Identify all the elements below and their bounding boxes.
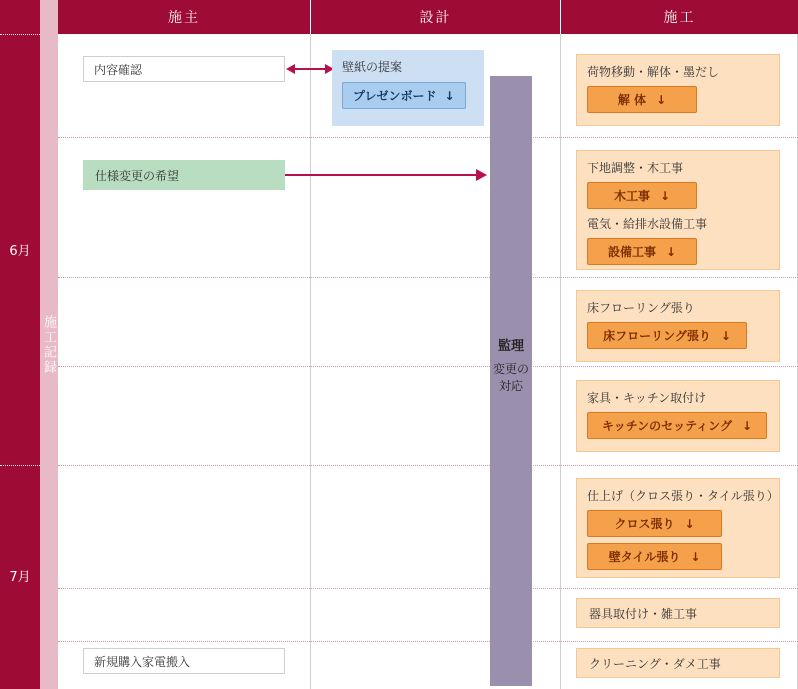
panel-caption: 荷物移動・解体・墨だし — [587, 65, 720, 79]
construction-panel-cleaning: クリーニング・ダメ工事 — [576, 648, 780, 678]
month-rail — [0, 0, 40, 689]
panel-caption: 床フローリング張り — [587, 301, 695, 315]
construction-panel-flooring — [576, 290, 780, 362]
demolition-button[interactable] — [587, 86, 697, 113]
row-divider — [58, 366, 798, 367]
equipment-work-label: 設備工事 — [607, 245, 656, 259]
supervision-label — [488, 338, 534, 396]
record-rail-label: 施工記録 — [41, 315, 56, 375]
wall-tile-button[interactable] — [587, 543, 722, 570]
cloth-wallpaper-button[interactable] — [587, 510, 722, 537]
kitchen-setting-label: キッチンのセッティング — [601, 419, 732, 433]
download-arrow-icon: ↓ — [741, 418, 753, 433]
month-label-july: 7月 — [9, 570, 31, 585]
construction-panel-demolition — [576, 54, 780, 126]
owner-item-spec-change[interactable]: 仕様変更の希望 — [83, 160, 285, 190]
column-header-owner: 施主 — [58, 0, 310, 34]
construction-panel-finishing — [576, 478, 780, 578]
design-caption: 壁紙の提案 — [342, 60, 403, 74]
construction-panel-carpentry-equipment — [576, 150, 780, 270]
bidirectional-arrow — [286, 56, 334, 82]
row-divider — [58, 465, 798, 466]
design-wallpaper-proposal — [332, 50, 484, 126]
download-arrow-icon: ↓ — [690, 549, 701, 564]
equipment-work-button[interactable] — [587, 238, 697, 265]
download-arrow-icon: ↓ — [444, 88, 455, 103]
download-arrow-icon: ↓ — [684, 516, 695, 531]
presentation-board-button[interactable] — [342, 82, 466, 109]
download-arrow-icon: ↓ — [720, 328, 731, 343]
rail-separator — [0, 34, 40, 35]
construction-panel-fixtures: 器具取付け・雑工事 — [576, 598, 780, 628]
panel-caption: 家具・キッチン取付け — [587, 391, 707, 405]
presentation-board-label: プレゼンボード — [353, 89, 437, 103]
month-label-june: 6月 — [9, 244, 31, 259]
demolition-label: 解 体 — [617, 93, 647, 107]
panel-caption: 仕上げ（クロス張り・タイル張り） — [587, 489, 779, 503]
rail-separator — [0, 465, 40, 466]
flooring-label: 床フローリング張り — [603, 329, 711, 343]
owner-item-content-check[interactable]: 内容確認 — [83, 56, 285, 82]
supervision-title: 監理 — [497, 339, 524, 354]
carpentry-button[interactable] — [587, 182, 697, 209]
column-divider — [310, 34, 311, 689]
construction-panel-kitchen — [576, 380, 780, 452]
row-divider — [58, 641, 798, 642]
panel-caption: 下地調整・木工事 — [587, 161, 684, 175]
supervision-line2: 対応 — [498, 379, 523, 394]
carpentry-label: 木工事 — [613, 189, 650, 203]
cloth-wallpaper-label: クロス張り — [614, 517, 675, 531]
column-header-construction: 施工 — [561, 0, 798, 34]
download-arrow-icon: ↓ — [656, 92, 667, 107]
kitchen-setting-button[interactable] — [587, 412, 767, 439]
wall-tile-label: 壁タイル張り — [608, 550, 681, 564]
flooring-button[interactable] — [587, 322, 747, 349]
download-arrow-icon: ↓ — [659, 188, 671, 203]
download-arrow-icon: ↓ — [665, 244, 677, 259]
owner-item-appliance-delivery[interactable]: 新規購入家電搬入 — [83, 648, 285, 674]
supervision-line1: 変更の — [492, 361, 529, 376]
row-divider — [58, 277, 798, 278]
column-header-design: 設計 — [311, 0, 560, 34]
column-divider — [560, 34, 561, 689]
spec-change-arrow — [285, 165, 487, 185]
row-divider — [58, 588, 798, 589]
row-divider — [58, 137, 798, 138]
panel-caption-2: 電気・給排水設備工事 — [587, 217, 708, 231]
